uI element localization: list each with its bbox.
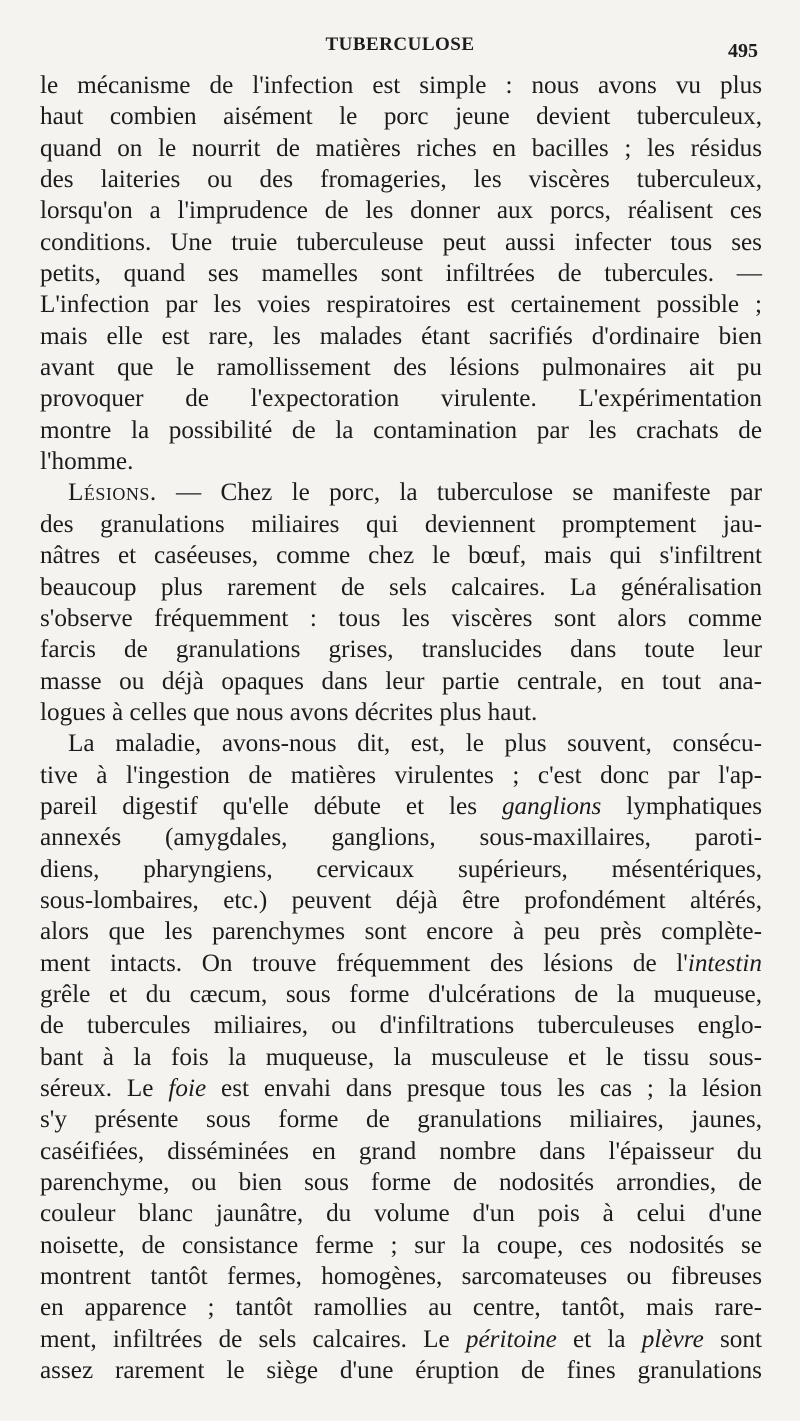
text-line: montrent tantôt fermes, homogènes, sarcomateuses ou fibreuses bbox=[40, 1263, 762, 1291]
text-line bbox=[40, 1324, 762, 1355]
text-line: nâtres et caséeuses, comme chez le bœuf, mais qui s'infiltrent bbox=[40, 542, 762, 570]
text-line bbox=[40, 1073, 762, 1104]
text-run: ment intacts. On trouve fréquemment des lésions de l' bbox=[40, 949, 688, 977]
italic-term: intestin bbox=[687, 949, 762, 977]
text-line: annexés (amygdales, ganglions, sous-maxillaires, paroti- bbox=[40, 824, 762, 852]
text-line: masse ou déjà opaques dans leur partie centrale, en tout ana- bbox=[40, 667, 762, 695]
running-head bbox=[0, 32, 800, 62]
text-line: montre la possibilité de la contamination par les crachats de bbox=[40, 416, 762, 444]
text-line: La maladie, avons-nous dit, est, le plus souvent, consécu- bbox=[68, 730, 762, 758]
text-run: est envahi dans presque tous les cas ; la lésion bbox=[206, 1075, 762, 1102]
text-line: caséifiées, disséminées en grand nombre dans l'épaisseur du bbox=[40, 1137, 762, 1165]
text-line: tive à l'ingestion de matières virulentes ; c'est donc par l'ap- bbox=[40, 761, 762, 789]
text-line: logues à celles que nous avons décrites plus haut. bbox=[40, 698, 538, 726]
text-line: assez rarement le siège d'une éruption de fines granulations bbox=[40, 1357, 762, 1385]
text-line: conditions. Une truie tuberculeuse peut aussi infecter tous ses bbox=[40, 228, 762, 256]
text-run: — Chez le porc, la tuberculose se manifeste par bbox=[156, 479, 762, 507]
text-line: couleur blanc jaunâtre, du volume d'un pois à celui d'une bbox=[40, 1200, 762, 1228]
text-line: grêle et du cæcum, sous forme d'ulcérations de la muqueuse, bbox=[40, 980, 762, 1008]
text-line: provoquer de l'expectoration virulente. L'expérimentation bbox=[40, 385, 762, 413]
text-line: s'observe fréquemment : tous les viscères sont alors comme bbox=[40, 604, 762, 632]
text-line: haut combien aisément le porc jeune devient tuberculeux, bbox=[40, 103, 762, 131]
text-line: L'infection par les voies respiratoires est certainement possible ; bbox=[40, 291, 762, 319]
text-line: alors que les parenchymes sont encore à peu près complète- bbox=[40, 918, 762, 946]
text-line: mais elle est rare, les malades étant sacrifiés d'ordinaire bien bbox=[40, 322, 762, 350]
text-line: noisette, de consistance ferme ; sur la coupe, ces nodosités se bbox=[40, 1231, 762, 1259]
text-line: quand on le nourrit de matières riches en bacilles ; les résidus bbox=[40, 134, 762, 162]
text-line: parenchyme, ou bien sous forme de nodosités arrondies, de bbox=[40, 1169, 762, 1197]
text-run: pareil digestif qu'elle débute et les bbox=[40, 792, 502, 820]
text-line: des granulations miliaires qui deviennent promptement jau- bbox=[40, 510, 762, 538]
text-run: ment, infiltrées de sels calcaires. Le bbox=[40, 1325, 466, 1353]
section-heading: Lésions. bbox=[68, 479, 157, 507]
italic-term: péritoine bbox=[465, 1325, 557, 1353]
text-line: des laiteries ou des fromageries, les viscères tuberculeux, bbox=[40, 166, 762, 194]
text-run: séreux. Le bbox=[40, 1075, 169, 1102]
text-line: beaucoup plus rarement de sels calcaires. La généralisation bbox=[40, 573, 762, 601]
text-line: farcis de granulations grises, translucides dans toute leur bbox=[40, 636, 762, 664]
text-line: l'homme. bbox=[40, 448, 134, 476]
text-run: sont bbox=[703, 1325, 762, 1353]
text-line: lorsqu'on a l'imprudence de les donner aux porcs, réalisent ces bbox=[40, 197, 762, 225]
text-run: et la bbox=[556, 1325, 642, 1353]
text-line bbox=[40, 948, 762, 979]
running-title: TUBERCULOSE bbox=[325, 34, 475, 55]
italic-term: ganglions bbox=[501, 792, 602, 820]
italic-term: plèvre bbox=[641, 1325, 704, 1353]
body-text bbox=[40, 70, 762, 1386]
text-line bbox=[40, 477, 762, 508]
text-line bbox=[40, 791, 762, 822]
text-line: en apparence ; tantôt ramollies au centre, tantôt, mais rare- bbox=[40, 1294, 762, 1322]
text-line: avant que le ramollissement des lésions pulmonaires ait pu bbox=[40, 354, 762, 382]
text-line: s'y présente sous forme de granulations miliaires, jaunes, bbox=[40, 1106, 762, 1134]
italic-term: foie bbox=[168, 1075, 207, 1102]
text-line: bant à la fois la muqueuse, la musculeuse et le tissu sous- bbox=[40, 1043, 762, 1071]
text-run: lymphatiques bbox=[601, 792, 762, 820]
text-line: diens, pharyngiens, cervicaux supérieurs, mésentériques, bbox=[40, 855, 762, 883]
text-line: le mécanisme de l'infection est simple : nous avons vu plus bbox=[40, 72, 762, 99]
text-line: sous-lombaires, etc.) peuvent déjà être profondément altérés, bbox=[40, 886, 762, 914]
page-number: 495 bbox=[728, 40, 758, 62]
text-line: de tubercules miliaires, ou d'infiltrations tuberculeuses englo- bbox=[40, 1012, 762, 1040]
text-line: petits, quand ses mamelles sont infiltrées de tubercules. — bbox=[40, 260, 762, 288]
